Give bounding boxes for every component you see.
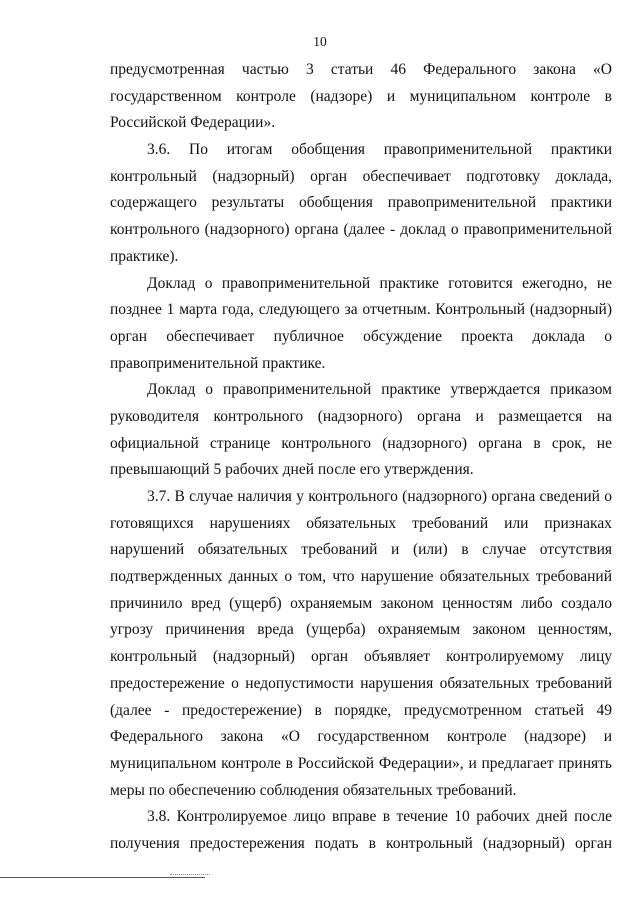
text-line: причинило вред (ущерб) охраняемым законом ценностям либо создало [110, 594, 612, 612]
text-line: 3.6. По итогам обобщения правоприменительной практики [147, 141, 612, 159]
text-line: позднее 1 марта года, следующего за отчетным. Контрольный (надзорный) [110, 301, 612, 319]
text-line: превышающий 5 рабочих дней после его утверждения. [110, 461, 474, 479]
text-line: Российской Федерации». [110, 114, 276, 132]
text-line: предусмотренная частью 3 статьи 46 Федерального закона «О [110, 61, 612, 78]
text-line: 3.8. Контролируемое лицо вправе в течение 10 рабочих дней после [147, 808, 612, 826]
text-line: практике). [110, 247, 179, 265]
footer-scan-artifact [170, 874, 210, 878]
text-line: получения предостережения подать в контрольный (надзорный) орган [110, 834, 612, 852]
text-line: контрольный (надзорный) орган обеспечивает подготовку доклада, [110, 167, 612, 185]
text-line: угрозу причинения вреда (ущерба) охраняемым законом ценностям, [110, 621, 612, 639]
text-line: орган обеспечивает публичное обсуждение проекта доклада о [110, 327, 612, 345]
text-line: меры по обеспечению соблюдения обязательных требований. [110, 781, 517, 799]
text-line: правоприменительной практике. [110, 354, 326, 372]
text-line: содержащего результаты обобщения правоприменительной практики [110, 194, 612, 212]
text-line: государственном контроле (надзоре) и муниципальном контроле в [110, 87, 612, 105]
text-line: официальной странице контрольного (надзорного) органа в срок, не [110, 434, 612, 452]
text-line: контрольный (надзорный) орган объявляет контролируемому лицу [110, 648, 612, 666]
text-line: подтвержденных данных о том, что нарушение обязательных требований [110, 568, 612, 586]
page-number: 10 [313, 34, 327, 49]
text-line: Доклад о правоприменительной практике готовится ежегодно, не [147, 274, 612, 292]
document-body-text [110, 57, 612, 858]
text-line: (далее - предостережение) в порядке, предусмотренном статьей 49 [110, 701, 612, 719]
text-line: руководителя контрольного (надзорного) органа и размещается на [110, 407, 612, 425]
text-line: Доклад о правоприменительной практике утверждается приказом [147, 381, 612, 399]
text-line: нарушений обязательных требований и (или) в случае отсутствия [110, 541, 612, 559]
text-line: Федерального закона «О государственном контроле (надзоре) и [110, 728, 612, 746]
text-line: предостережение о недопустимости нарушения обязательных требований [110, 674, 612, 692]
text-line: готовящихся нарушениях обязательных требований или признаках [110, 514, 612, 532]
text-line: 3.7. В случае наличия у контрольного (надзорного) органа сведений о [147, 488, 612, 505]
text-line: муниципальном контроле в Российской Федерации», и предлагает принять [110, 754, 612, 772]
text-line: контрольного (надзорного) органа (далее - доклад о правоприменительной [110, 221, 612, 239]
